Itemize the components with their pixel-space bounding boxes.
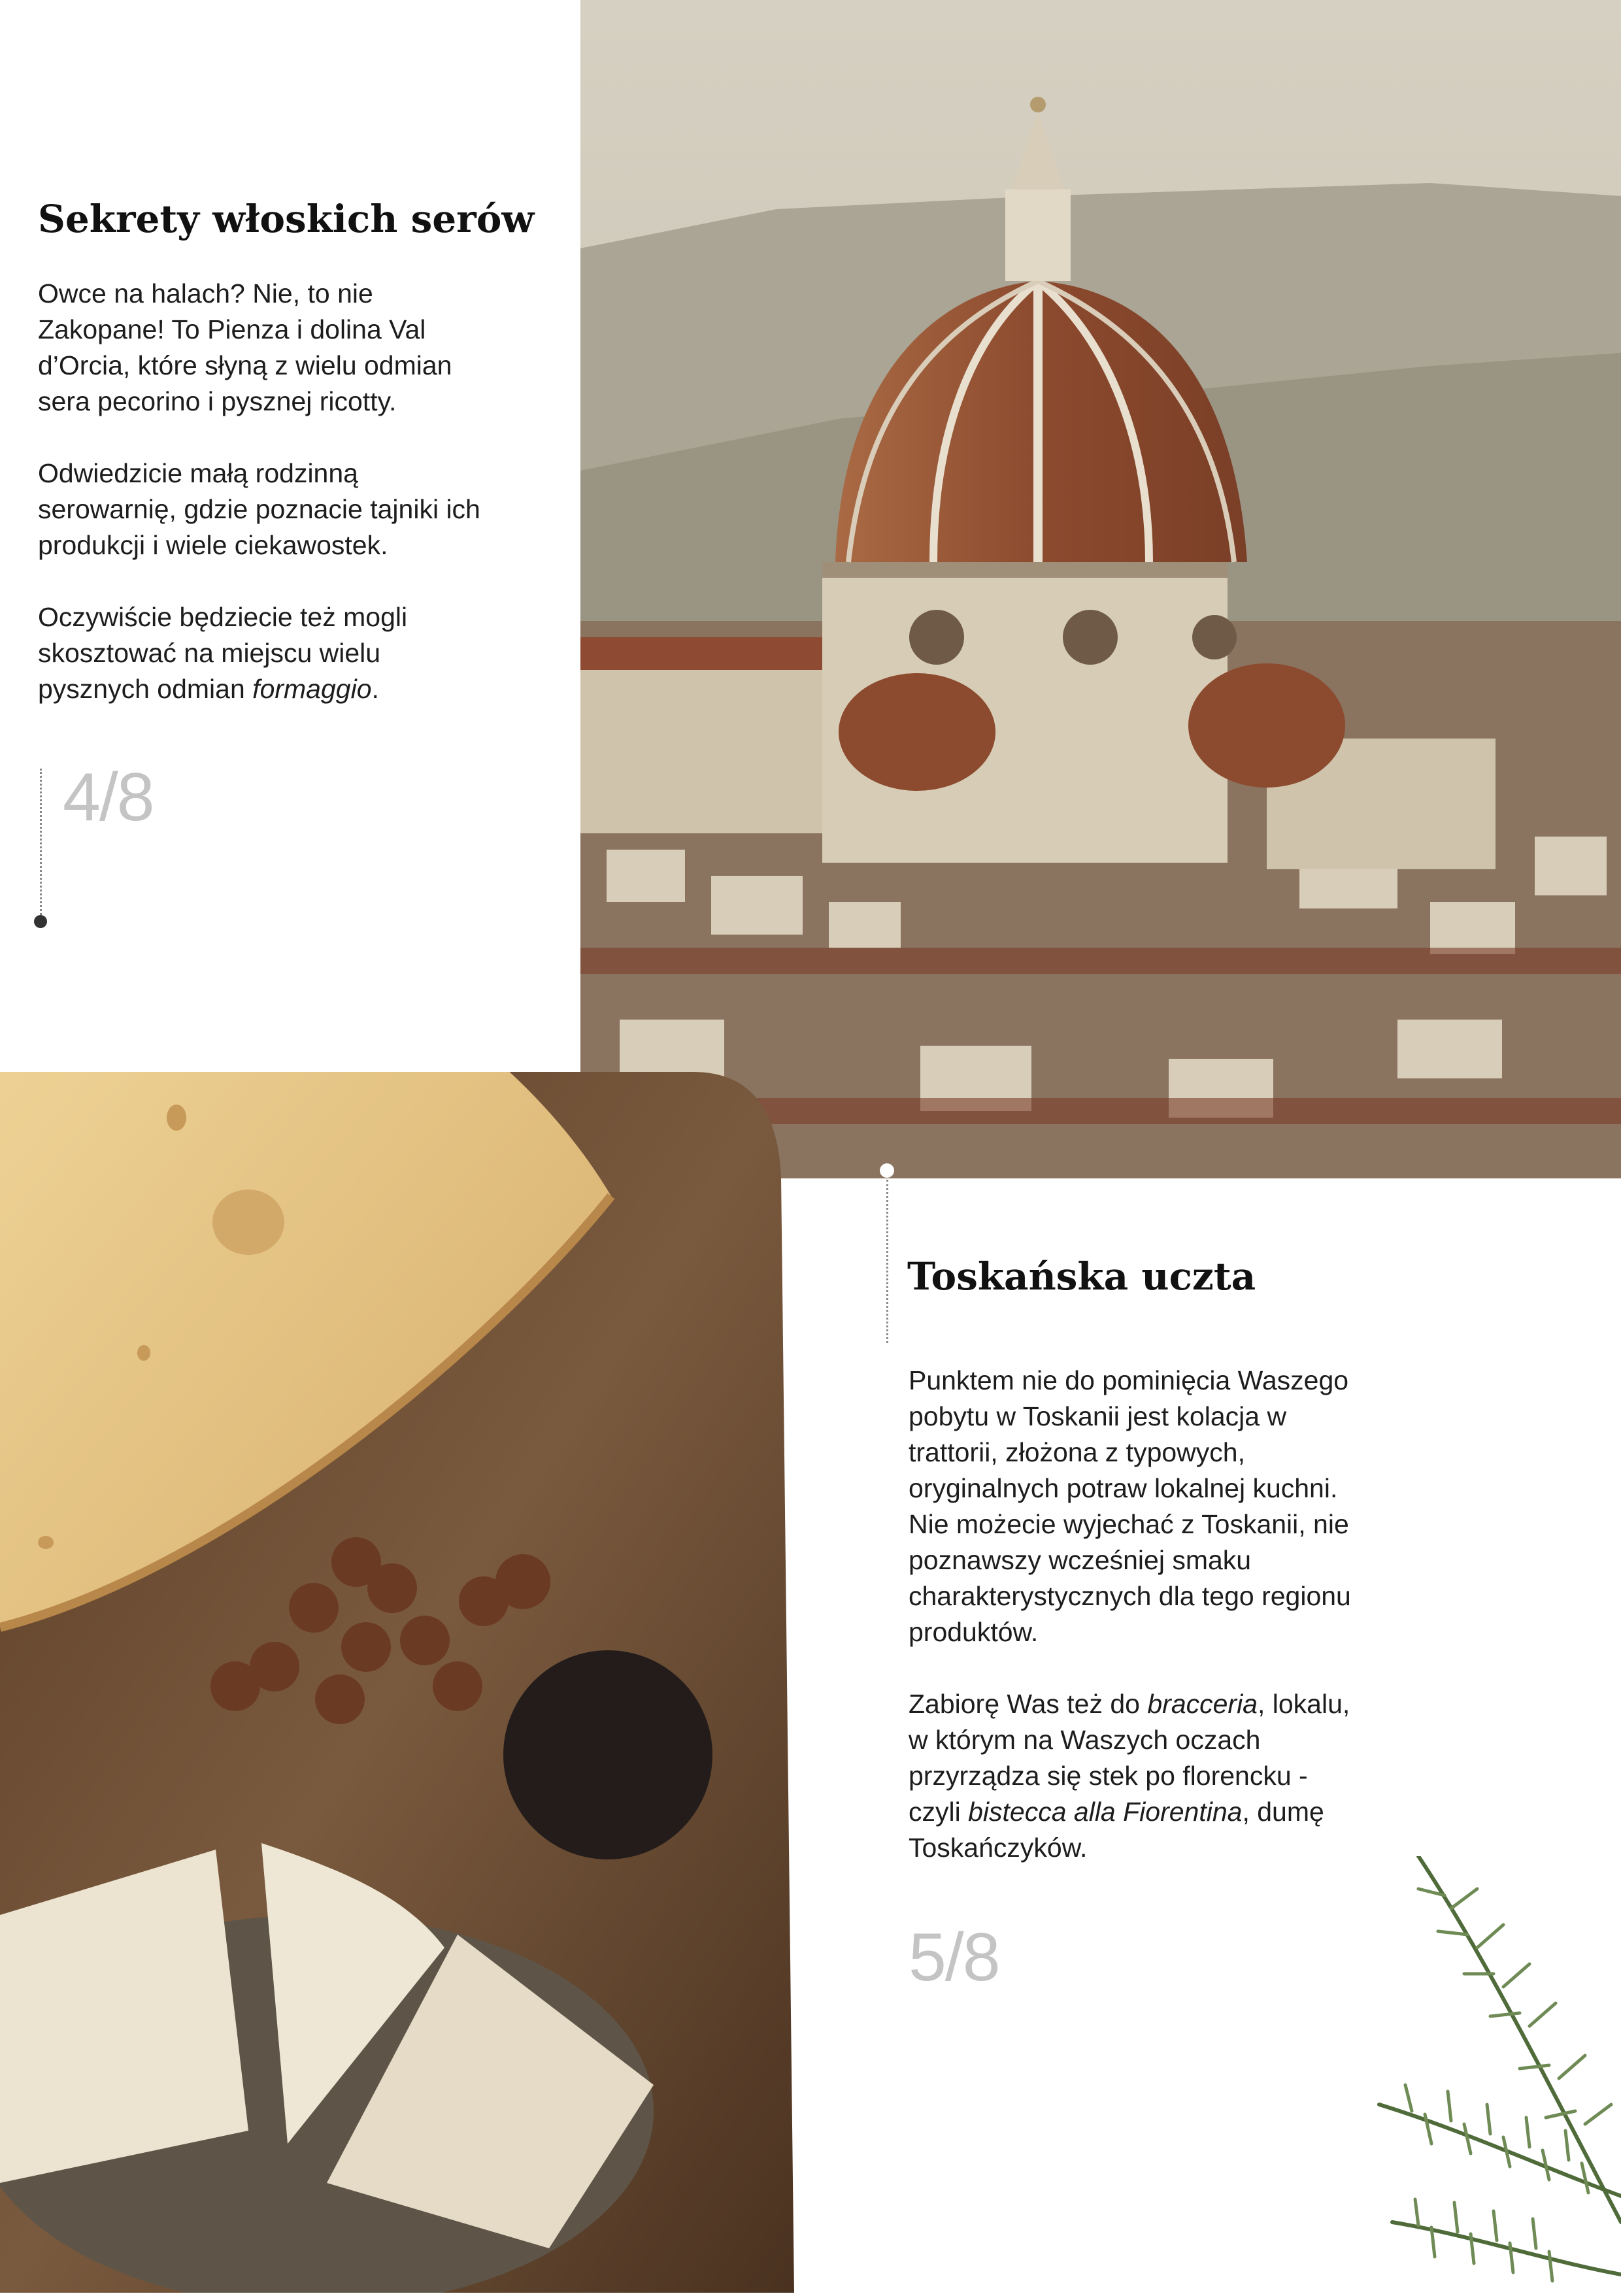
rosemary-illustration xyxy=(1353,1856,1621,2293)
paragraph-1: Punktem nie do pominięcia Waszego pobytu w Toskanii jest kolacja w trattorii, złożona z typowych, oryginalnych potraw lokalnej kuchni. Nie możecie wyjechać z Toskanii, nie poznawszy wcześniej smaku charakterystycznych dla tego regionu produktów. xyxy=(909,1365,1351,1647)
paragraph-2-text-b: , lokalu, w którym na Waszych oczach przyrządza się stek po florencku - czyli xyxy=(909,1689,1350,1827)
paragraph-3-end: . xyxy=(371,674,379,704)
dotted-rule-right xyxy=(886,1180,888,1343)
paragraph-2: Odwiedzicie małą rodzinną serowarnię, gdzie poznacie tajniki ich produkcji i wiele ciekawostek. xyxy=(38,458,480,560)
paragraph-2-italic-bistecca: bistecca alla Fiorentina xyxy=(968,1797,1243,1827)
paragraph-2 xyxy=(909,1686,1366,1866)
paragraph-2-text-c: , dumę Toskańczyków. xyxy=(909,1797,1324,1863)
paragraph-1: Owce na halach? Nie, to nie Zakopane! To Pienza i dolina Val d’Orcia, które słyną z wielu odmian sera pecorino i pysznej ricotty. xyxy=(38,278,452,416)
section-body-feast xyxy=(909,1363,1366,1866)
dot-marker-left xyxy=(34,915,47,928)
paragraph-2-text-a: Zabiorę Was też do xyxy=(909,1689,1148,1719)
paragraph-3 xyxy=(38,599,489,707)
page-number-right: 5/8 xyxy=(909,1920,999,1995)
section-title-cheeses: Sekrety włoskich serów xyxy=(38,197,535,241)
florence-cathedral-illustration xyxy=(580,0,1621,1178)
paragraph-3-italic: formaggio xyxy=(252,674,372,704)
paragraph-3-text: Oczywiście będziecie też mogli skosztować na miejscu wielu pysznych odmian xyxy=(38,602,408,704)
cheese-board-photo xyxy=(0,1072,804,2293)
florence-cathedral-photo xyxy=(580,0,1621,1178)
section-body-cheeses xyxy=(38,276,489,707)
page-number-left: 4/8 xyxy=(63,759,154,835)
dot-marker-right xyxy=(880,1163,894,1178)
paragraph-2-italic-bracceria: bracceria xyxy=(1147,1689,1258,1719)
dotted-rule-left xyxy=(40,769,42,919)
cheese-board-illustration xyxy=(0,1072,804,2293)
rosemary-photo xyxy=(1353,1856,1621,2293)
section-title-feast: Toskańska uczta xyxy=(907,1254,1256,1299)
